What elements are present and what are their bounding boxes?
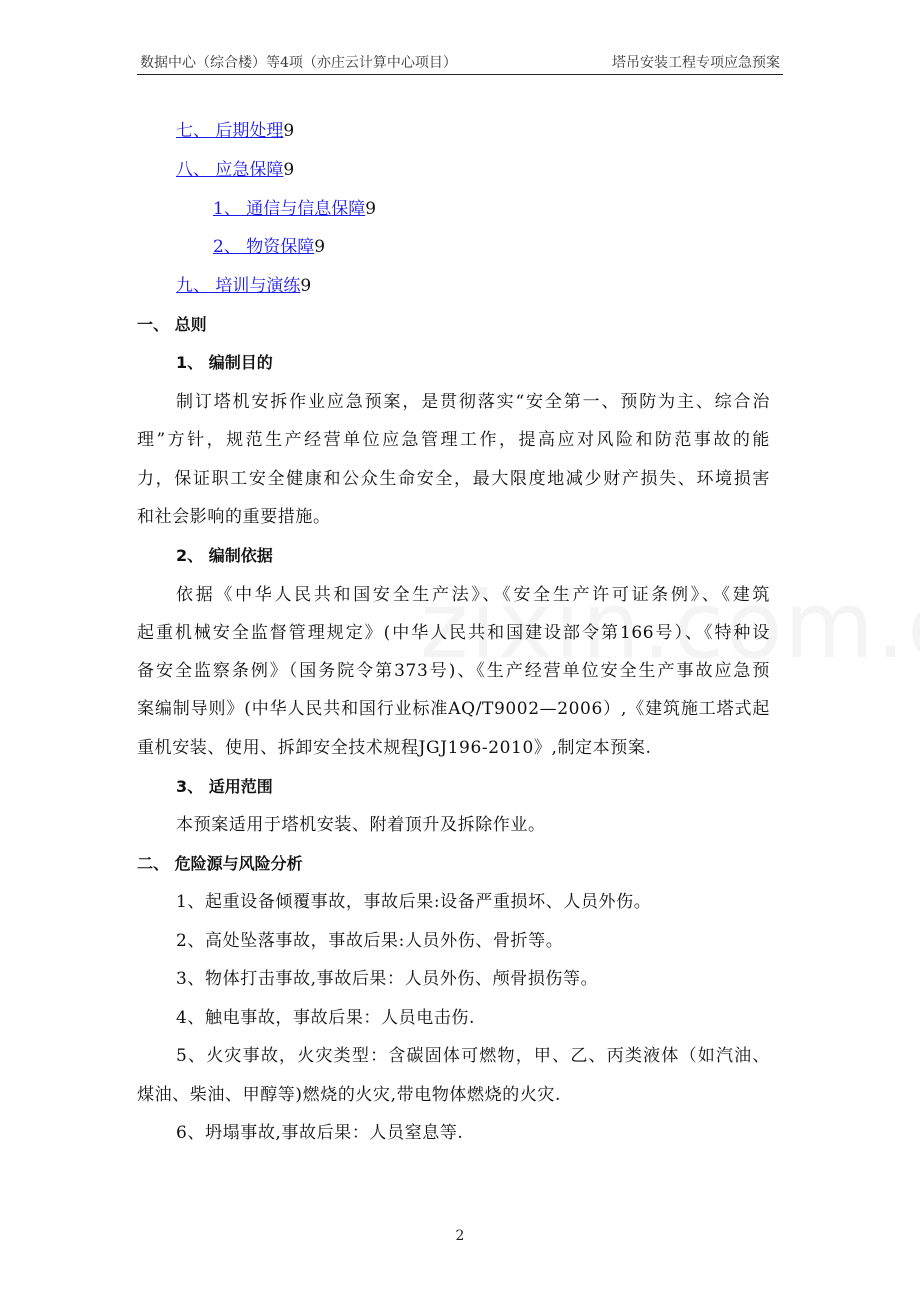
toc-link[interactable]: 2、 物资保障 — [213, 237, 315, 257]
toc-item-materials[interactable] — [213, 236, 325, 258]
page-number: 2 — [455, 1228, 465, 1244]
paragraph-line: 起重机械安全监督管理规定》(中华人民共和国建设部令第166号）、《特种设 — [137, 623, 770, 643]
toc-link[interactable]: 七、 后期处理 — [176, 121, 284, 141]
header-divider — [137, 74, 783, 75]
toc-link[interactable]: 九、 培训与演练 — [176, 276, 301, 296]
toc-page-number: 9 — [365, 199, 377, 219]
subsection-heading-basis: 2、 编制依据 — [176, 546, 273, 565]
page-header — [137, 52, 783, 74]
paragraph-line: 重机安装、使用、拆卸安全技术规程JGJ196-2010》,制定本预案. — [137, 738, 652, 758]
hazard-item: 4、触电事故，事故后果：人员电击伤. — [176, 1008, 476, 1028]
header-project-title: 数据中心（综合楼）等4项（亦庄云计算中心项目） — [140, 55, 457, 71]
subsection-heading-purpose: 1、 编制目的 — [176, 353, 273, 372]
toc-item-training[interactable] — [176, 275, 311, 297]
hazard-item: 2、高处坠落事故，事故后果:人员外伤、骨折等。 — [176, 931, 564, 951]
paragraph-line: 力，保证职工安全健康和公众生命安全，最大限度地减少财产损失、环境损害 — [137, 469, 770, 489]
toc-link[interactable]: 1、 通信与信息保障 — [213, 199, 366, 219]
paragraph-line: 和社会影响的重要措施。 — [137, 507, 331, 527]
header-document-title: 塔吊安装工程专项应急预案 — [612, 55, 780, 71]
toc-page-number: 9 — [314, 237, 326, 257]
paragraph-line: 理”方针，规范生产经营单位应急管理工作，提高应对风险和防范事故的能 — [137, 430, 770, 450]
toc-page-number: 9 — [300, 276, 312, 296]
paragraph-line: 依据《中华人民共和国安全生产法》、《安全生产许可证条例》、《建筑 — [176, 585, 770, 605]
paragraph-line: 本预案适用于塔机安装、附着顶升及拆除作业。 — [176, 815, 546, 835]
toc-item-communication[interactable] — [213, 198, 376, 220]
section-heading-general: 一、 总则 — [137, 315, 207, 334]
hazard-item: 3、物体打击事故,事故后果：人员外伤、颅骨损伤等。 — [176, 969, 599, 989]
paragraph-line: 备安全监察条例》（国务院令第373号)、《生产经营单位安全生产事故应急预 — [137, 661, 770, 681]
subsection-heading-scope: 3、 适用范围 — [176, 777, 273, 796]
toc-item-emergency-support[interactable] — [176, 159, 294, 181]
hazard-item: 5、火灾事故，火灾类型：含碳固体可燃物，甲、乙、丙类液体（如汽油、 — [176, 1046, 770, 1066]
paragraph-line: 制订塔机安拆作业应急预案，是贯彻落实“安全第一、预防为主、综合治 — [176, 392, 770, 412]
toc-link[interactable]: 八、 应急保障 — [176, 160, 284, 180]
hazard-item: 6、坍塌事故,事故后果：人员窒息等. — [176, 1123, 464, 1143]
section-heading-hazards: 二、 危险源与风险分析 — [137, 854, 303, 873]
toc-page-number: 9 — [283, 160, 295, 180]
hazard-item-continued: 煤油、柴油、甲醇等)燃烧的火灾,带电物体燃烧的火灾. — [137, 1085, 562, 1105]
hazard-item: 1、起重设备倾覆事故，事故后果:设备严重损坏、人员外伤。 — [176, 892, 652, 912]
toc-item-post-processing[interactable] — [176, 120, 294, 142]
paragraph-line: 案编制导则》(中华人民共和国行业标准AQ/T9002—2006）,《建筑施工塔式起 — [137, 699, 770, 719]
toc-page-number: 9 — [283, 121, 295, 141]
